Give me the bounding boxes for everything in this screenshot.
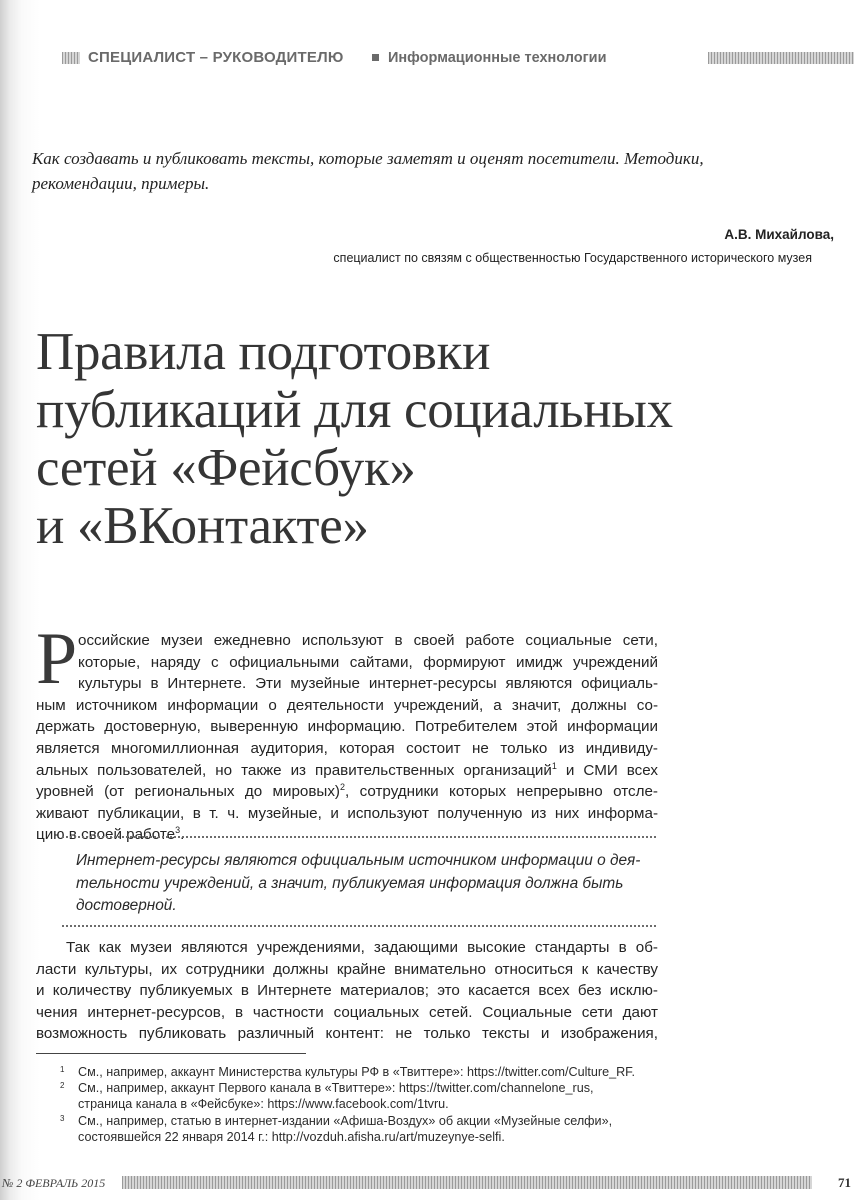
body-line-tail: , сотрудники которых непрерывно отсле- (345, 783, 658, 801)
footnote-line: См., например, аккаунт Первого канала в «Твиттере»: https://twitter.com/channelone_rus, (78, 1081, 594, 1096)
body-line: оссийские музеи ежедневно используют в своей работе социальные сети, (78, 632, 658, 649)
pull-quote-line: Интернет-ресурсы являются официальным источником информации о дея- (76, 852, 641, 869)
page-number: 71 (838, 1175, 851, 1190)
footnote-ref[interactable]: 2 (339, 782, 345, 793)
pull-quote (76, 850, 646, 918)
body-line: ным источником информации о деятельности учреждений, а значит, должны со- (36, 696, 658, 714)
running-footer (0, 1170, 859, 1200)
header-section-label: СПЕЦИАЛИСТ – РУКОВОДИТЕЛЮ (88, 49, 344, 66)
body-line-with-ref (36, 781, 658, 803)
body-paragraph-1 (36, 630, 658, 846)
footnote-ref[interactable]: 1 (551, 760, 557, 771)
footnote-line: страница канала в «Фейсбуке»: https://www.facebook.com/1tvru. (78, 1097, 449, 1112)
footnote-number: 2 (60, 1081, 65, 1091)
body-paragraph-2 (36, 937, 658, 1045)
pull-quote-rule-top (62, 836, 656, 838)
header-topic-label: Информационные технологии (388, 50, 607, 66)
running-header (62, 46, 854, 70)
footnote-number: 1 (60, 1065, 65, 1074)
footnote-line: См., например, аккаунт Министерства культуры РФ в «Твиттере»: https://twitter.com/Culture_RF. (78, 1065, 635, 1079)
body-line: живают публикации, в т. ч. музейные, и используют полученную из них информа- (36, 804, 658, 822)
body-line-tail: и СМИ всех (556, 761, 658, 779)
pull-quote-line: достоверной. (76, 897, 177, 914)
body-line: и количеству публикуемых в Интернете материалов; это касается всех без исклю- (36, 982, 658, 1000)
body-line: является многомиллионная аудитория, которая состоит не только из индивиду- (36, 739, 658, 757)
header-stripe-right (708, 52, 854, 64)
footnote-line: состоявшейся 22 января 2014 г.: http://vozduh.afisha.ru/art/muzeynye-selfi. (78, 1129, 505, 1144)
body-line-text: альных пользователей, но также из правительственных организаций (36, 761, 552, 779)
lead-line: рекомендации, примеры. (32, 174, 210, 193)
body-line-end: . (180, 826, 185, 844)
title-line: сетей «Фейсбук» (36, 439, 416, 497)
footnote-1 (60, 1064, 660, 1080)
footnote-2 (60, 1080, 660, 1112)
drop-cap: Р (36, 618, 78, 700)
body-line-text: цию в своей работе (36, 826, 176, 844)
body-line: возможность публиковать различный контент: не только тексты и изображения, (36, 1025, 658, 1043)
body-line-with-ref (36, 760, 658, 782)
title-line: и «ВКонтакте» (36, 497, 369, 555)
footnote-rule (36, 1053, 306, 1054)
body-line: ласти культуры, их сотрудники должны крайне внимательно относиться к качеству (36, 960, 658, 978)
pull-quote-rule-bottom (62, 925, 656, 927)
footnotes (60, 1064, 660, 1145)
footnote-3 (60, 1113, 660, 1145)
footer-issue: № 2 ФЕВРАЛЬ 2015 (2, 1176, 106, 1190)
body-line: Так как музеи являются учреждениями, задающими высокие стандарты в об- (66, 939, 658, 956)
author-name: А.В. Михайлова, (724, 227, 834, 242)
article-title (36, 323, 826, 555)
header-separator-square (372, 54, 379, 61)
title-line: публикаций для социальных (36, 381, 673, 439)
footer-stripe (122, 1176, 812, 1189)
body-line: культуры в Интернете. Эти музейные интернет-ресурсы являются официаль- (78, 675, 658, 693)
title-line: Правила подготовки (36, 323, 491, 381)
body-line-text: уровней (от региональных до мировых) (36, 783, 340, 801)
article-lead (32, 146, 812, 196)
header-stripe-left (62, 52, 80, 64)
footnote-ref[interactable]: 3 (175, 825, 181, 836)
body-line: держать достоверную, выверенную информацию. Потребителем этой информации (36, 718, 658, 736)
body-line: которые, наряду с официальными сайтами, формируют имидж учреждений (78, 653, 658, 671)
pull-quote-line: тельности учреждений, а значит, публикуемая информация должна быть (76, 874, 624, 892)
lead-line: Как создавать и публиковать тексты, которые заметят и оценят посетители. Методики, (32, 149, 704, 168)
author-title: специалист по связям с общественностью Государственного исторического музея (333, 251, 812, 265)
footnote-line: См., например, статью в интернет-издании «Афиша-Воздух» об акции «Музейные селфи», (78, 1113, 613, 1128)
body-line: чения интернет-ресурсов, в частности социальных сетей. Социальные сети дают (36, 1003, 658, 1021)
footnote-number: 3 (60, 1113, 65, 1123)
